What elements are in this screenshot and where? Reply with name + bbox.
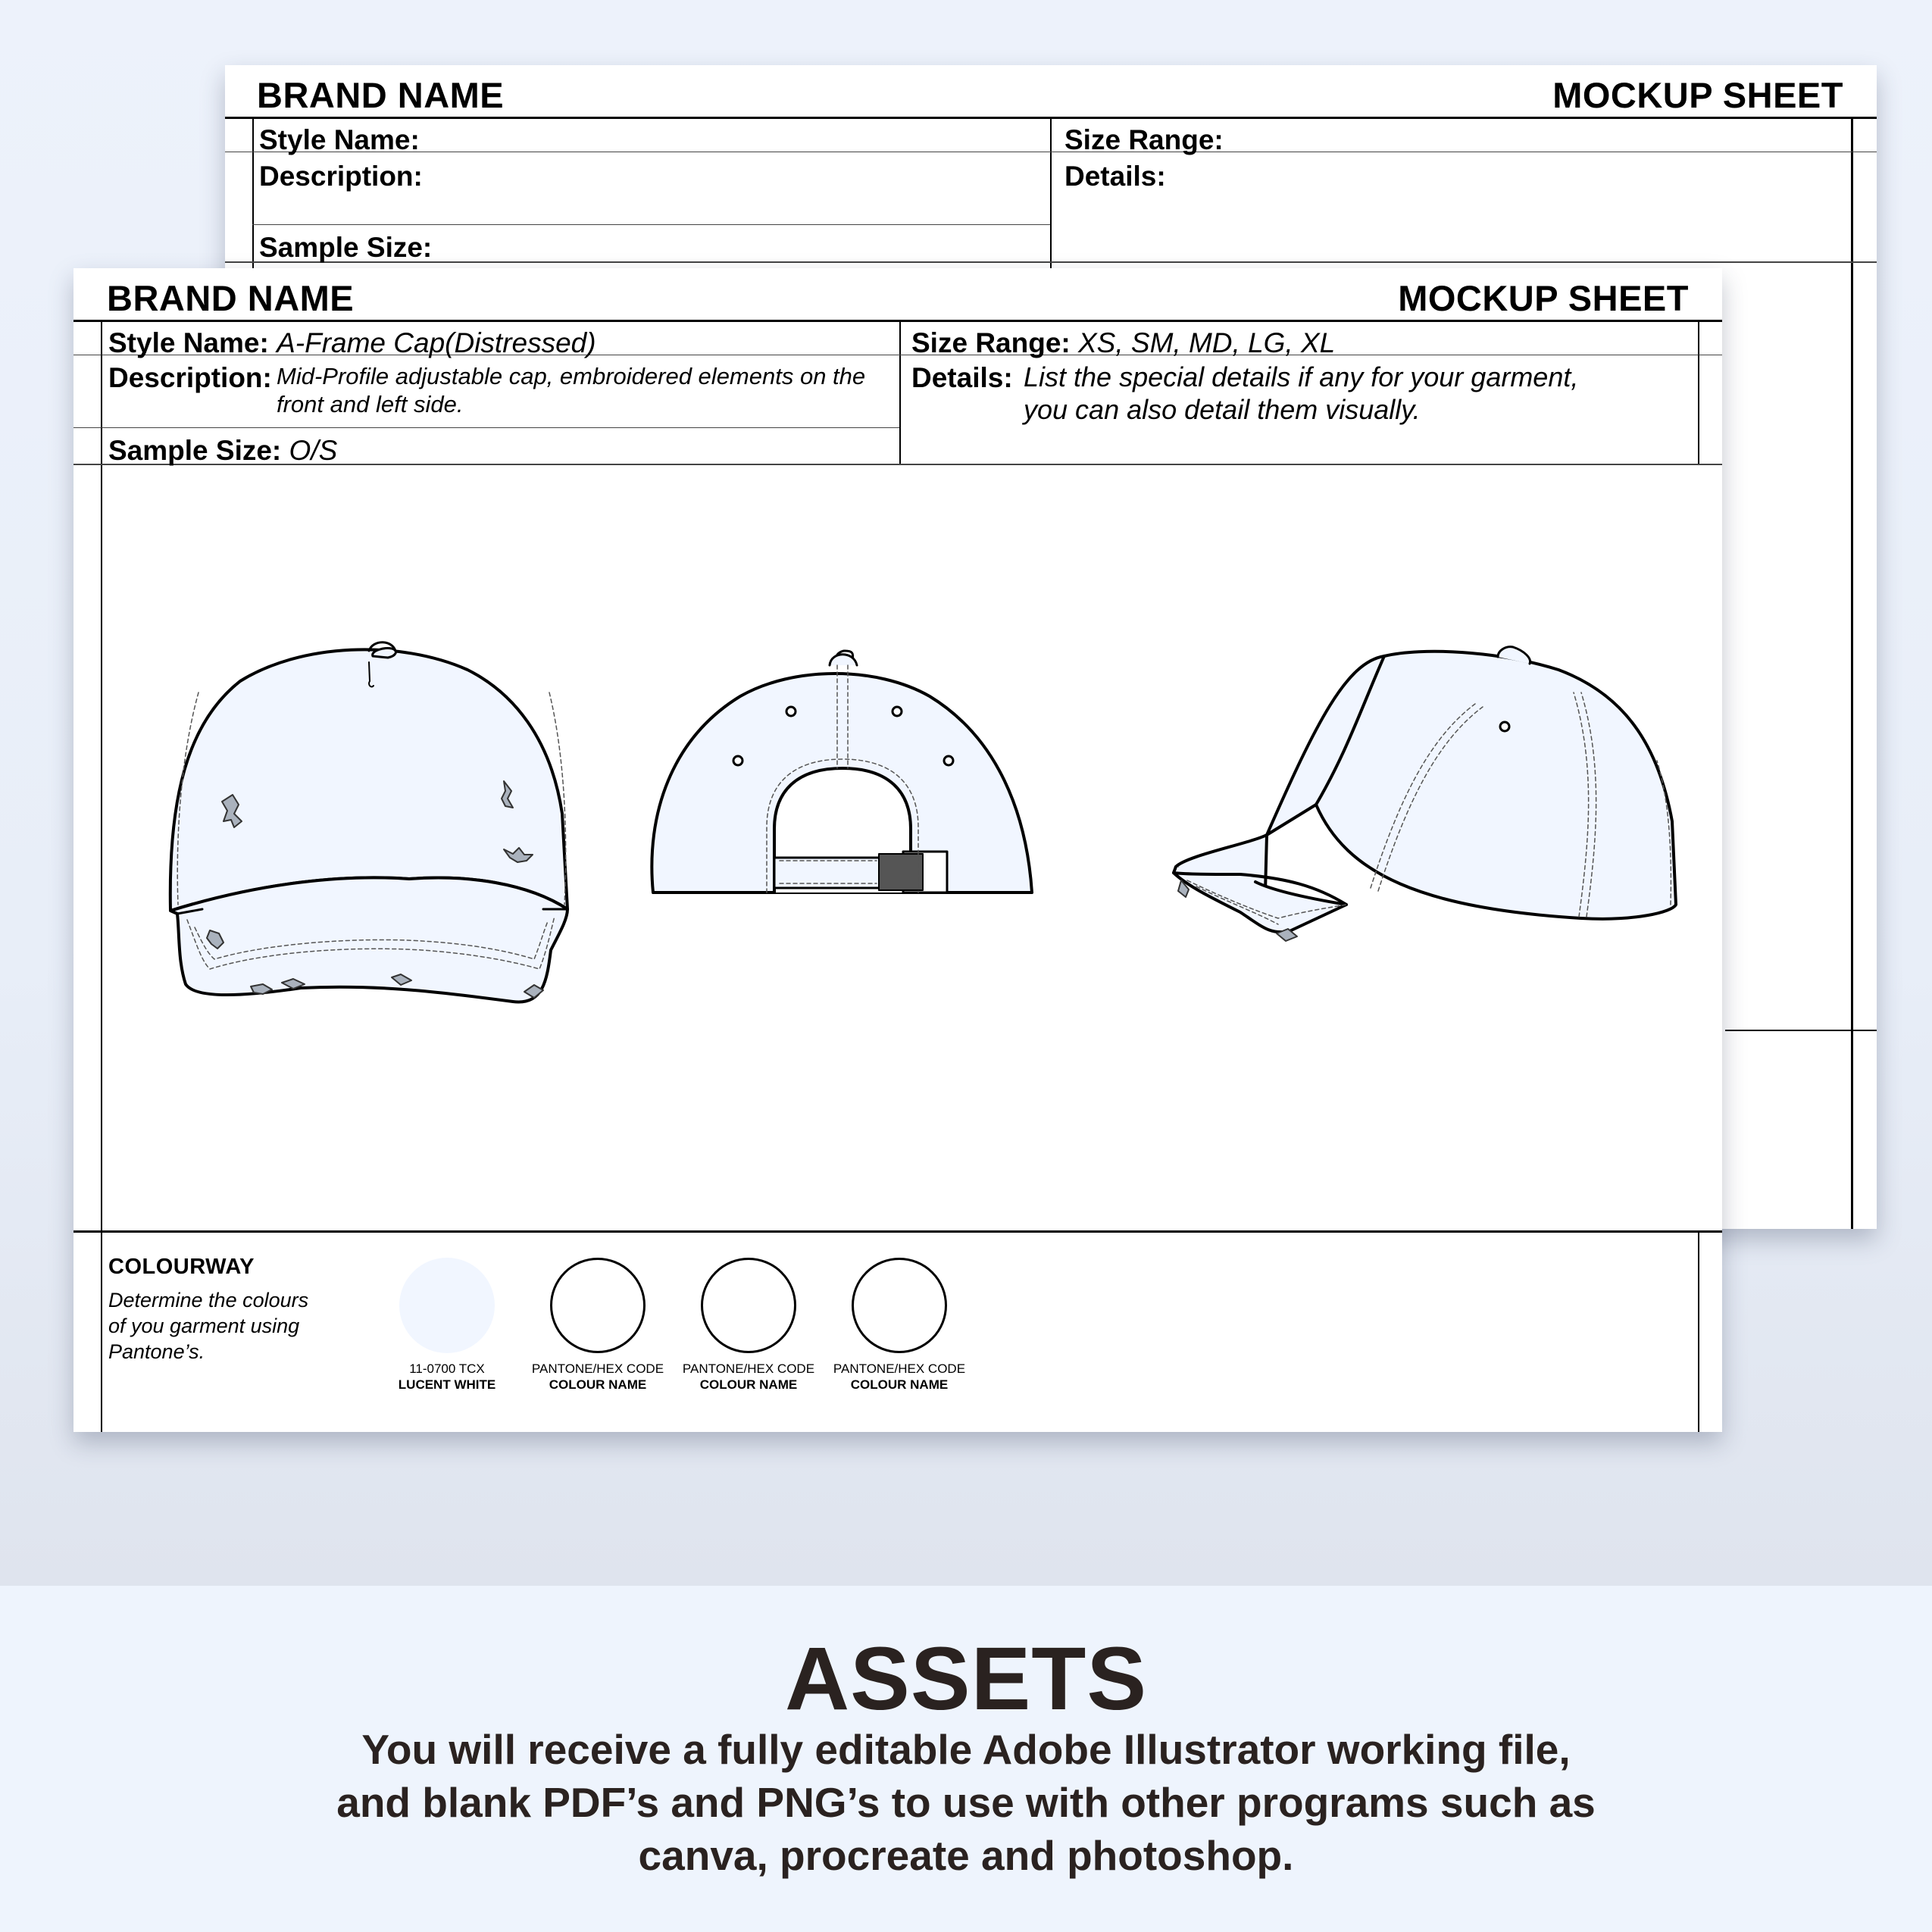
brand-name: BRAND NAME xyxy=(107,278,355,318)
colourway-desc-1: Determine the colours xyxy=(108,1289,309,1311)
details-line-1: List the special details if any for your garment, xyxy=(1024,361,1579,392)
front-mockup-sheet xyxy=(73,268,1722,1432)
colourway-title: COLOURWAY xyxy=(108,1255,255,1279)
colourway-desc-2: of you garment using xyxy=(108,1315,300,1337)
back-right-margin xyxy=(1851,117,1853,1229)
cap-front-view xyxy=(170,642,567,1002)
assets-description xyxy=(208,1723,1724,1882)
cap-drawings xyxy=(73,268,1722,1432)
back-brand-name: BRAND NAME xyxy=(257,75,505,115)
swatch-3-label: PANTONE/HEX CODE COLOUR NAME xyxy=(682,1361,815,1392)
assets-line-3: canva, procreate and photoshop. xyxy=(638,1832,1294,1879)
colourway-desc-3: Pantone’s. xyxy=(108,1340,205,1363)
swatch-2-label: PANTONE/HEX CODE COLOUR NAME xyxy=(531,1361,664,1392)
details-label: Details: xyxy=(911,362,1013,393)
back-row-rule-2 xyxy=(252,224,1050,225)
cap-back-view xyxy=(652,651,1032,893)
back-row-rule-3 xyxy=(225,261,1877,263)
back-sample-size-label: Sample Size: xyxy=(259,232,433,263)
description-label: Description: xyxy=(108,362,272,393)
swatch-1-label: 11-0700 TCX LUCENT WHITE xyxy=(398,1361,496,1392)
style-name-field: Style Name: A-Frame Cap(Distressed) xyxy=(108,327,596,358)
sheet-title: MOCKUP SHEET xyxy=(1398,278,1689,318)
details-line-2: you can also detail them visually. xyxy=(1024,394,1421,425)
size-range-field: Size Range: XS, SM, MD, LG, XL xyxy=(911,327,1336,358)
assets-line-2: and blank PDF’s and PNG’s to use with other programs such as xyxy=(336,1779,1596,1826)
cap-side-view xyxy=(1174,647,1676,941)
back-style-name-label: Style Name: xyxy=(259,124,420,155)
back-colourway-rule xyxy=(1725,1030,1877,1031)
swatch-4-label: PANTONE/HEX CODE COLOUR NAME xyxy=(833,1361,966,1392)
back-sheet-title: MOCKUP SHEET xyxy=(1552,75,1843,115)
assets-line-1: You will receive a fully editable Adobe Illustrator working file, xyxy=(361,1726,1571,1773)
sample-size-field: Sample Size: O/S xyxy=(108,435,338,466)
back-size-range-label: Size Range: xyxy=(1064,124,1224,155)
assets-title: ASSETS xyxy=(784,1629,1148,1729)
back-description-label: Description: xyxy=(259,161,423,192)
description-line-2: front and left side. xyxy=(277,391,464,417)
back-details-label: Details: xyxy=(1064,161,1166,192)
description-line-1: Mid-Profile adjustable cap, embroidered elements on the xyxy=(277,363,866,389)
